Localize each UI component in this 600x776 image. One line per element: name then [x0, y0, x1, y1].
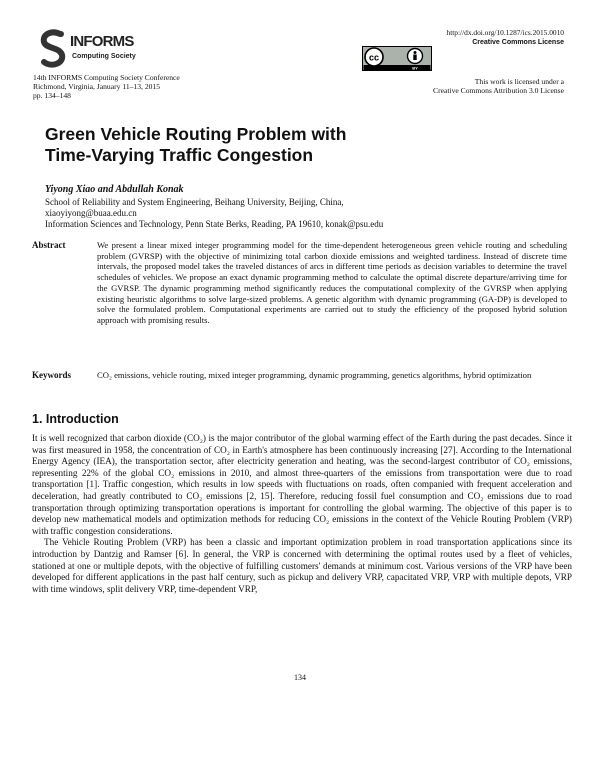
paper-title — [45, 124, 346, 166]
keywords-label: Keywords — [32, 370, 71, 380]
conference-pages: pp. 134–148 — [33, 91, 71, 100]
doi-block — [447, 28, 565, 47]
affiliation-1: School of Reliability and System Engineering, Beihang University, Beijing, China, — [45, 197, 344, 207]
author-email: xiaoyiyong@buaa.edu.cn — [45, 208, 137, 218]
license-tag: Creative Commons License — [472, 39, 564, 46]
section-heading: 1. Introduction — [32, 412, 119, 426]
creative-commons-badge-icon[interactable] — [362, 46, 432, 71]
abstract-text: We present a linear mixed integer programming model for the time-dependent heterogeneous green vehicle routing and scheduling problem (GVRSP) with the objective of minimizing total carbon dioxide emissions and weighted tardiness. Instead of discrete time intervals, the proposed model takes the traveled distances of arcs in different time periods as decision variables to determine the travel schedules of vehicles. We propose an exact dynamic programming method to calculate the optimal discrete departure/arriving time for the GVRSP. The dynamic programming method significantly reduces the computational complexity of the GVRSP when applying existing heuristic algorithms to solve large-sized problems. A genetic algorithm with dynamic programming (GA-DP) is developed to solve the formulated problem. Computational experiments are carried out to study the efficiency of the proposed hybrid solution approach with promising results. — [97, 240, 567, 325]
affiliations — [45, 197, 383, 230]
paragraph: It is well recognized that carbon dioxide (CO₂) is the major contributor of the global warming effect of the Earth during the past decades. Since it was first measured in 1958, the concentration of CO₂ in Earth's atmosphere has been continuously increasing [27]. According to the International Energy Agency (IEA), the transportation sector, after electricity generation and heating, was the second-largest contributor of CO₂ emissions, representing 22% of the global CO₂ emissions in 2010, and almost three-quarters of the emissions from transportation were due to road transportation [1]. Traffic congestion, which results in low speeds with fluctuations on roads, often companied with frequent acceleration and deceleration, had greatly contributed to CO₂ emissions [2, 15]. Therefore, reducing fossil fuel consumption and CO₂ emissions due to road transportation through optimizing transportation operations is important for controlling the global warming. The objective of this paper is to develop new mathematical models and optimization methods for reducing CO₂ emissions in the context of the Vehicle Routing Problem (VRP) with traffic congestion considerations. — [32, 433, 572, 536]
license-notice — [433, 77, 564, 95]
logo-brand-text: INFORMS — [70, 33, 134, 50]
informs-logo-icon — [38, 28, 70, 68]
page-number: 134 — [294, 673, 306, 682]
conference-info — [33, 73, 180, 100]
logo-subtext: Computing Society — [72, 53, 136, 60]
paper-title-line1: Green Vehicle Routing Problem with — [45, 124, 347, 144]
svg-text:BY: BY — [412, 65, 418, 71]
doi-link[interactable]: http://dx.doi.org/10.1287/ics.2015.0010 — [446, 28, 564, 37]
informs-logo — [36, 26, 136, 70]
paper-authors: Yiyong Xiao and Abdullah Konak — [45, 184, 184, 195]
section-body — [32, 433, 572, 595]
affiliation-2: Information Sciences and Technology, Penn State Berks, Reading, PA 19610, konak@psu.edu — [45, 219, 384, 229]
license-line1: This work is licensed under a — [474, 77, 564, 86]
paper-title-line2: Time-Varying Traffic Congestion — [45, 145, 314, 165]
keywords-text: CO₂ emissions, vehicle routing, mixed integer programming, dynamic programming, genetics algorithms, hybrid optimization — [97, 370, 532, 380]
conference-name: 14th INFORMS Computing Society Conference — [33, 73, 180, 82]
svg-text:cc: cc — [368, 52, 380, 63]
abstract-label: Abstract — [32, 240, 66, 250]
paragraph: The Vehicle Routing Problem (VRP) has been a classic and important optimization problem in road transportation applications since its introduction by Dantzig and Ramser [6]. In general, the VRP is concerned with determining the optimal routes used by a fleet of vehicles, stationed at one or multiple depots, with the objective of fulfilling customers' demands at minimum cost. Various versions of the VRP have been developed for different applications in the past half century, such as pickup and delivery VRP, capacitated VRP, VRP with multiple depots, VRP with time windows, split delivery VRP, time-dependent VRP, — [32, 537, 572, 594]
conference-location: Richmond, Virginia, January 11–13, 2015 — [33, 82, 161, 91]
license-line2[interactable]: Creative Commons Attribution 3.0 License — [433, 86, 564, 95]
